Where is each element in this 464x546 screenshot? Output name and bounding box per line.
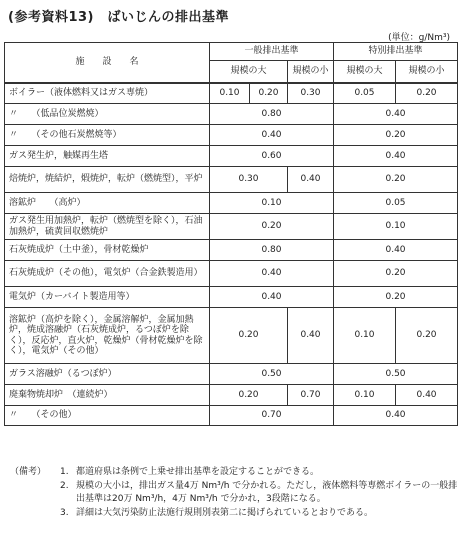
value-cell: 0.20 (334, 125, 458, 146)
table-row (5, 214, 458, 240)
value-cell: 0.20 (210, 214, 334, 240)
table-row (5, 104, 458, 125)
value-cell: 0.40 (334, 146, 458, 167)
value-cell: 0.10 (210, 83, 250, 104)
value-cell: 0.40 (334, 104, 458, 125)
value-cell: 0.05 (334, 193, 458, 214)
value-cell: 0.05 (334, 83, 396, 104)
table-row (5, 146, 458, 167)
header-facility: 施 設 名 (5, 43, 210, 83)
note-number: 1. (60, 467, 69, 477)
table-row (5, 287, 458, 308)
value-cell: 0.20 (334, 261, 458, 287)
value-cell: 0.80 (210, 104, 334, 125)
table-row (5, 193, 458, 214)
note-number: 3. (60, 507, 69, 518)
facility-name: 電気炉（カーバイト製造用等） (5, 287, 210, 308)
value-cell: 0.50 (210, 364, 334, 385)
facility-name: ボイラー（液体燃料又はガス専焼） (5, 83, 210, 104)
note-item (10, 480, 458, 507)
value-cell: 0.40 (334, 240, 458, 261)
header-general-large: 規模の大 (210, 61, 288, 83)
facility-name: 石灰焼成炉（その他），電気炉（合金鉄製造用） (5, 261, 210, 287)
facility-name: 焙焼炉，焼結炉，煆焼炉，転炉（燃焼型），平炉 (5, 167, 210, 193)
table-row (5, 240, 458, 261)
value-cell: 0.40 (288, 308, 334, 364)
table-row (5, 261, 458, 287)
value-cell: 0.40 (210, 125, 334, 146)
facility-name: 〃 （低品位炭燃焼） (5, 104, 210, 125)
value-cell: 0.40 (396, 385, 458, 406)
header-special-small: 規模の小 (396, 61, 458, 83)
value-cell: 0.80 (210, 240, 334, 261)
value-cell: 0.20 (210, 308, 288, 364)
value-cell: 0.30 (288, 83, 334, 104)
document-title: (参考資料13) ばいじんの排出基準 (8, 10, 229, 25)
emission-standards-table (4, 42, 458, 426)
value-cell: 0.70 (288, 385, 334, 406)
value-cell: 0.10 (334, 308, 396, 364)
value-cell: 0.20 (396, 83, 458, 104)
table-row (5, 364, 458, 385)
facility-name: 廃棄物焼却炉 （連続炉） (5, 385, 210, 406)
facility-name: ガラス溶融炉（るつぼ炉） (5, 364, 210, 385)
value-cell: 0.20 (210, 385, 288, 406)
value-cell: 0.60 (210, 146, 334, 167)
note-text: 規模の大小は，排出ガス量4万 Nm³/h で分かれる。ただし，液体燃料等専燃ボイラーの一般排出基準は20万 Nm³/h，4万 Nm³/h で分かれ，3段階になる。 (76, 480, 458, 504)
value-cell: 0.20 (334, 287, 458, 308)
value-cell: 0.10 (334, 385, 396, 406)
facility-name: 溶鉱炉（高炉を除く），金属溶解炉，金属加熱炉，焼成溶融炉（石灰焼成炉，るつぼ炉を除く），反応炉，直火炉，乾燥炉（骨材乾燥炉を除く），電気炉（その他） (5, 308, 210, 364)
value-cell: 0.40 (334, 406, 458, 426)
note-text: 詳細は大気汚染防止法施行規則別表第二に掲げられているとおりである。 (76, 507, 374, 518)
table-row (5, 125, 458, 146)
note-number: 2. (60, 480, 69, 491)
notes-section (10, 466, 458, 520)
unit-label: (単位：g/Nm³) (388, 33, 450, 43)
table-row (5, 167, 458, 193)
facility-name: ガス発生炉，触媒再生塔 (5, 146, 210, 167)
value-cell: 0.70 (210, 406, 334, 426)
value-cell: 0.30 (210, 167, 288, 193)
value-cell: 0.40 (210, 287, 334, 308)
notes-label: （備考） (10, 467, 47, 477)
table-row (5, 385, 458, 406)
facility-name: ガス発生用加熱炉，転炉（燃焼型を除く），石油加熱炉，硫黄回収燃焼炉 (5, 214, 210, 240)
value-cell: 0.10 (334, 214, 458, 240)
table-row (5, 83, 458, 104)
value-cell: 0.20 (250, 83, 288, 104)
note-item (10, 507, 458, 521)
header-special-large: 規模の大 (334, 61, 396, 83)
header-general: 一般排出基準 (210, 43, 334, 61)
value-cell: 0.50 (334, 364, 458, 385)
value-cell: 0.20 (396, 308, 458, 364)
value-cell: 0.20 (334, 167, 458, 193)
facility-name: 〃 （その他石炭燃焼等） (5, 125, 210, 146)
note-text: 都道府県は条例で上乗せ排出基準を設定することができる。 (76, 467, 320, 477)
header-general-small: 規模の小 (288, 61, 334, 83)
value-cell: 0.10 (210, 193, 334, 214)
note-item (10, 466, 458, 480)
table-row (5, 406, 458, 426)
table-row (5, 308, 458, 364)
facility-name: 〃 （その他） (5, 406, 210, 426)
value-cell: 0.40 (210, 261, 334, 287)
value-cell: 0.40 (288, 167, 334, 193)
facility-name: 石灰焼成炉（土中釜），骨材乾燥炉 (5, 240, 210, 261)
header-special: 特別排出基準 (334, 43, 458, 61)
facility-name: 溶鉱炉 （高炉） (5, 193, 210, 214)
